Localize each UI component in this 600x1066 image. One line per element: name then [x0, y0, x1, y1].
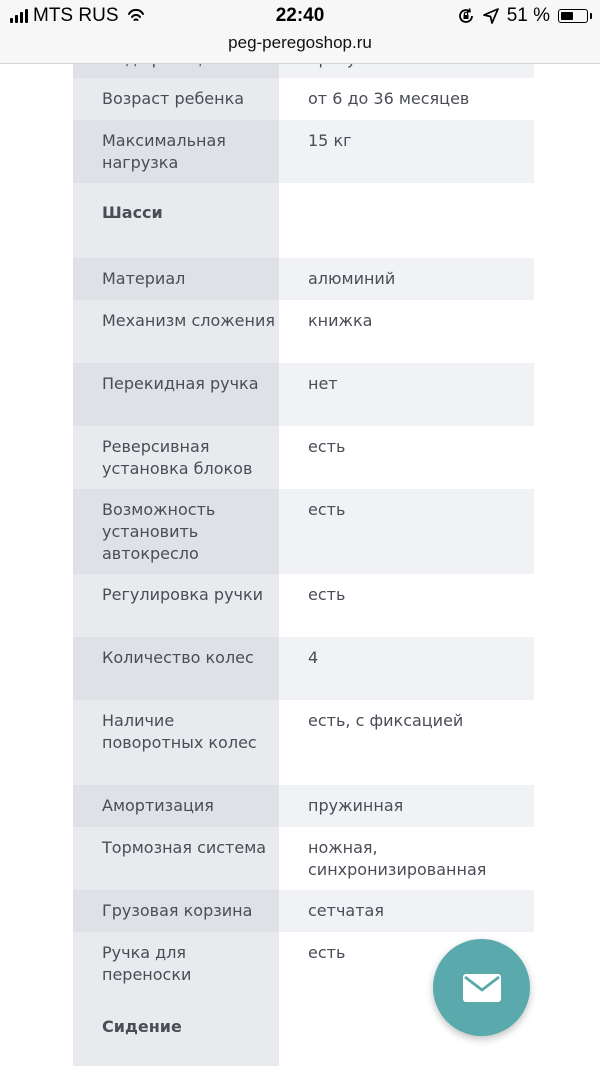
url-text[interactable]: peg-peregoshop.ru: [228, 33, 372, 52]
spec-value: ножная, синхронизированная: [279, 827, 534, 890]
spec-name: Реверсивная установка блоков: [73, 426, 279, 489]
battery-icon: [558, 9, 588, 23]
section-title: Сидение: [73, 995, 279, 1066]
spec-name: Грузовая корзина: [73, 890, 279, 932]
spec-value: от 6 до 36 месяцев: [279, 78, 534, 120]
spec-row-child-age: [73, 78, 534, 120]
spec-row-material: [73, 258, 534, 300]
spec-name: Механизм сложения: [73, 300, 279, 363]
battery-fill: [561, 12, 573, 20]
spec-value: есть: [279, 489, 534, 574]
spec-row-car-seat: [73, 489, 534, 574]
spec-row-wheel-count: [73, 637, 534, 700]
spec-row-swivel-wheels: [73, 700, 534, 785]
spec-value: нет: [279, 363, 534, 426]
spec-name: Амортизация: [73, 785, 279, 827]
spec-row-max-load: [73, 120, 534, 183]
spec-row-basket: [73, 890, 534, 932]
spec-value: книжка: [279, 300, 534, 363]
spec-name: Наличие поворотных колес: [73, 700, 279, 785]
spec-row-folding: [73, 300, 534, 363]
spec-row-brakes: [73, 827, 534, 890]
status-right: [457, 5, 588, 27]
address-bar[interactable]: [0, 34, 600, 64]
spec-value: есть: [279, 574, 534, 637]
spec-name: Количество колес: [73, 637, 279, 700]
spec-value: есть, с фиксацией: [279, 700, 534, 785]
status-bar: [0, 0, 600, 34]
status-time: 22:40: [275, 5, 325, 26]
section-title: Шасси: [73, 183, 279, 258]
spec-row-handle-adjust: [73, 574, 534, 637]
carrier-name: MTS RUS: [33, 5, 119, 26]
spec-value: есть: [279, 932, 534, 995]
spec-name: Возраст ребенка: [73, 78, 279, 120]
spec-value: 4: [279, 637, 534, 700]
spec-section-chassis: [73, 183, 534, 258]
spec-value: есть: [279, 426, 534, 489]
spec-value: пружинная: [279, 785, 534, 827]
mail-icon: [462, 973, 502, 1003]
spec-row-flip-handle: [73, 363, 534, 426]
spec-name: Материал: [73, 258, 279, 300]
spec-table: [73, 0, 534, 1066]
spec-row-suspension: [73, 785, 534, 827]
location-arrow-icon: [483, 8, 499, 24]
mail-button[interactable]: [433, 939, 530, 1036]
spec-value: алюминий: [279, 258, 534, 300]
spec-name: Перекидная ручка: [73, 363, 279, 426]
spec-name: Максимальная нагрузка: [73, 120, 279, 183]
spec-name: Тормозная система: [73, 827, 279, 890]
spec-name: Возможность установить автокресло: [73, 489, 279, 574]
spec-value: сетчатая: [279, 890, 534, 932]
orientation-lock-icon: [457, 7, 475, 25]
spec-name: Регулировка ручки: [73, 574, 279, 637]
section-spacer: [279, 183, 534, 258]
spec-row-reversible: [73, 426, 534, 489]
spec-value: 15 кг: [279, 120, 534, 183]
battery-percent: 51 %: [506, 5, 550, 26]
spec-name: Ручка для переноски: [73, 932, 279, 995]
